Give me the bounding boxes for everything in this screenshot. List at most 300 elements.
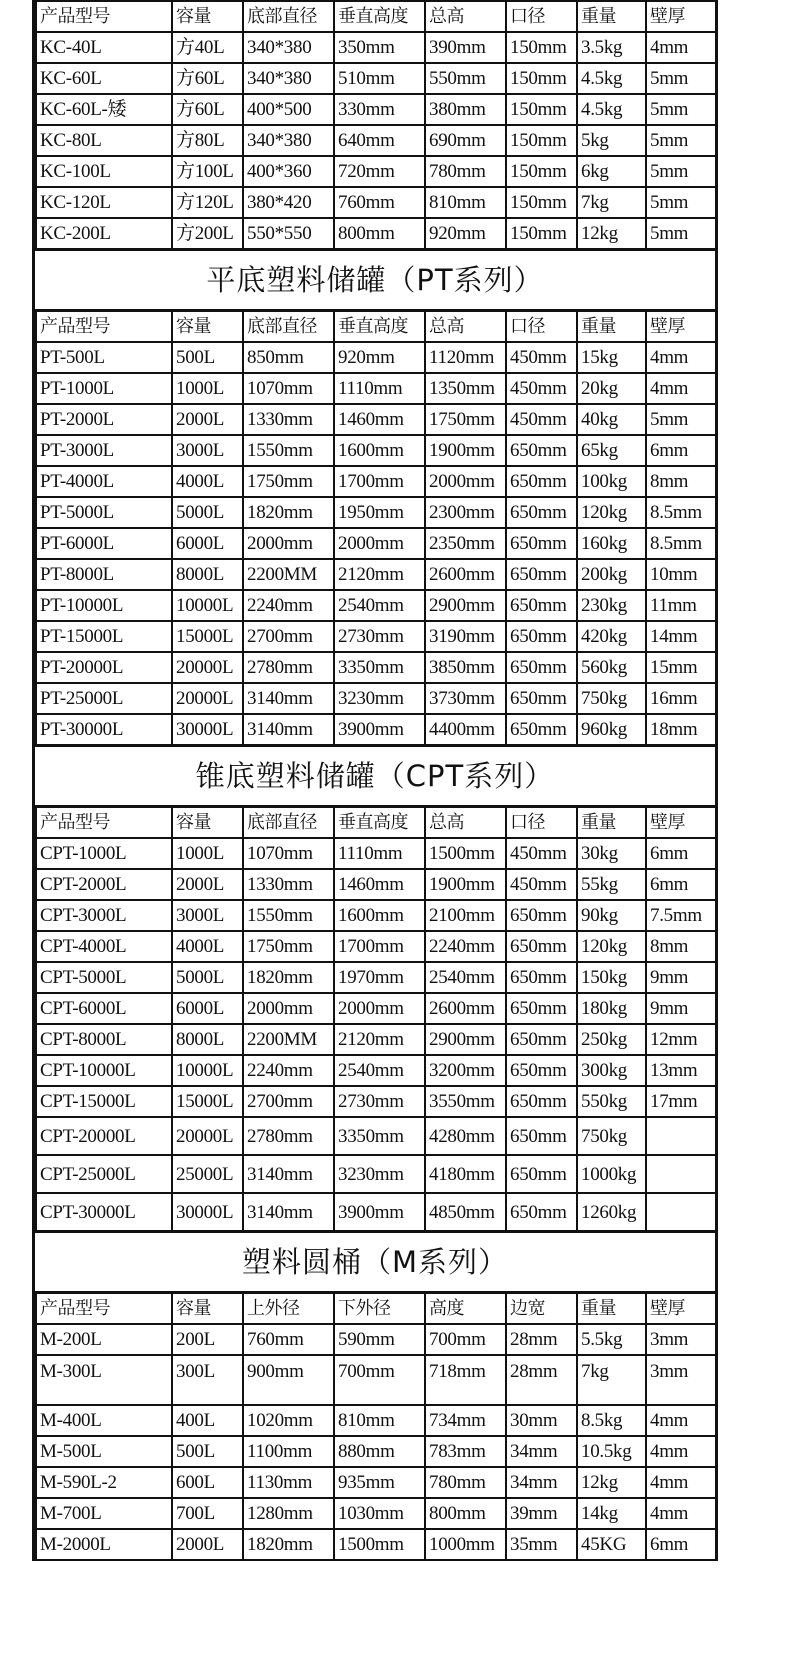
table-row <box>36 1055 716 1086</box>
table-row <box>36 559 716 590</box>
table-row <box>36 962 716 993</box>
cell-col5: 2000mm <box>425 466 506 497</box>
column-header-col3: 底部直径 <box>243 1 334 32</box>
cell-model: CPT-20000L <box>36 1117 172 1155</box>
cell-capacity: 10000L <box>172 1055 243 1086</box>
cell-weight: 960kg <box>577 714 646 745</box>
table-row <box>36 528 716 559</box>
cell-col3: 1020mm <box>243 1405 334 1436</box>
cell-col4: 1110mm <box>334 373 425 404</box>
cell-col4: 1460mm <box>334 404 425 435</box>
cell-col5: 2540mm <box>425 962 506 993</box>
section-title-pt-series: 平底塑料储罐（PT系列） <box>35 250 715 310</box>
cell-col3: 1820mm <box>243 1529 334 1560</box>
cell-model: CPT-1000L <box>36 838 172 869</box>
cell-wall-thickness: 4mm <box>646 342 716 373</box>
column-header-model: 产品型号 <box>36 311 172 342</box>
cell-col3: 1070mm <box>243 838 334 869</box>
cell-col6: 650mm <box>506 652 577 683</box>
cell-col5: 1900mm <box>425 869 506 900</box>
cell-weight: 560kg <box>577 652 646 683</box>
cell-model: CPT-5000L <box>36 962 172 993</box>
cell-col3: 380*420 <box>243 187 334 218</box>
cell-wall-thickness: 6mm <box>646 435 716 466</box>
cell-col3: 3140mm <box>243 1155 334 1193</box>
cell-model: CPT-4000L <box>36 931 172 962</box>
cell-col6: 450mm <box>506 404 577 435</box>
cell-weight: 550kg <box>577 1086 646 1117</box>
cell-capacity: 8000L <box>172 1024 243 1055</box>
cell-col3: 1280mm <box>243 1498 334 1529</box>
cell-col6: 150mm <box>506 94 577 125</box>
cell-weight: 12kg <box>577 1467 646 1498</box>
cell-col3: 550*550 <box>243 218 334 249</box>
cell-col3: 2200MM <box>243 1024 334 1055</box>
column-header-col5: 高度 <box>425 1293 506 1324</box>
cell-weight: 5.5kg <box>577 1324 646 1355</box>
cell-capacity: 700L <box>172 1498 243 1529</box>
cell-col6: 650mm <box>506 559 577 590</box>
cell-model: PT-20000L <box>36 652 172 683</box>
cell-model: PT-8000L <box>36 559 172 590</box>
cell-wall-thickness: 12mm <box>646 1024 716 1055</box>
cell-col5: 380mm <box>425 94 506 125</box>
cell-weight: 1260kg <box>577 1193 646 1231</box>
cell-weight: 55kg <box>577 869 646 900</box>
cell-col5: 700mm <box>425 1324 506 1355</box>
cell-capacity: 1000L <box>172 373 243 404</box>
cell-col6: 650mm <box>506 621 577 652</box>
cell-model: CPT-30000L <box>36 1193 172 1231</box>
cell-col5: 4400mm <box>425 714 506 745</box>
cell-col5: 2600mm <box>425 993 506 1024</box>
table-row <box>36 1436 716 1467</box>
cell-wall-thickness: 9mm <box>646 993 716 1024</box>
cell-col3: 1820mm <box>243 962 334 993</box>
cell-col5: 2300mm <box>425 497 506 528</box>
cell-weight: 30kg <box>577 838 646 869</box>
cell-wall-thickness <box>646 1117 716 1155</box>
cell-weight: 90kg <box>577 900 646 931</box>
column-header-col6: 边宽 <box>506 1293 577 1324</box>
table-row <box>36 683 716 714</box>
cell-capacity: 方200L <box>172 218 243 249</box>
cell-col5: 2100mm <box>425 900 506 931</box>
cell-wall-thickness: 5mm <box>646 218 716 249</box>
cell-capacity: 25000L <box>172 1155 243 1193</box>
cell-col4: 2540mm <box>334 1055 425 1086</box>
cell-col6: 34mm <box>506 1467 577 1498</box>
cell-col6: 34mm <box>506 1436 577 1467</box>
table-row <box>36 63 716 94</box>
cell-capacity: 20000L <box>172 1117 243 1155</box>
cell-model: KC-120L <box>36 187 172 218</box>
cell-col6: 450mm <box>506 342 577 373</box>
section-title-cpt-series: 锥底塑料储罐（CPT系列） <box>35 746 715 806</box>
table-row <box>36 125 716 156</box>
cell-col6: 650mm <box>506 962 577 993</box>
cell-col4: 1700mm <box>334 466 425 497</box>
cell-col4: 1030mm <box>334 1498 425 1529</box>
cell-model: PT-30000L <box>36 714 172 745</box>
cell-weight: 250kg <box>577 1024 646 1055</box>
cell-col3: 2200MM <box>243 559 334 590</box>
cell-col4: 1500mm <box>334 1529 425 1560</box>
cell-model: M-400L <box>36 1405 172 1436</box>
cell-col3: 2700mm <box>243 621 334 652</box>
table-row <box>36 931 716 962</box>
cell-col4: 800mm <box>334 218 425 249</box>
column-header-col6: 口径 <box>506 1 577 32</box>
cell-col6: 150mm <box>506 156 577 187</box>
cell-model: KC-40L <box>36 32 172 63</box>
cell-weight: 65kg <box>577 435 646 466</box>
cell-capacity: 500L <box>172 1436 243 1467</box>
cell-capacity: 2000L <box>172 869 243 900</box>
cell-col3: 2240mm <box>243 590 334 621</box>
cell-model: KC-60L-矮 <box>36 94 172 125</box>
cell-model: M-200L <box>36 1324 172 1355</box>
cell-col5: 1350mm <box>425 373 506 404</box>
cell-wall-thickness: 4mm <box>646 32 716 63</box>
cell-col5: 810mm <box>425 187 506 218</box>
cell-capacity: 4000L <box>172 466 243 497</box>
cell-col6: 450mm <box>506 838 577 869</box>
cell-col6: 450mm <box>506 869 577 900</box>
cell-col4: 2120mm <box>334 1024 425 1055</box>
column-header-capacity: 容量 <box>172 807 243 838</box>
cell-wall-thickness: 14mm <box>646 621 716 652</box>
cell-col3: 760mm <box>243 1324 334 1355</box>
cell-col3: 340*380 <box>243 125 334 156</box>
cell-col5: 1120mm <box>425 342 506 373</box>
cell-wall-thickness <box>646 1193 716 1231</box>
column-header-model: 产品型号 <box>36 1 172 32</box>
cell-model: M-700L <box>36 1498 172 1529</box>
table-row <box>36 156 716 187</box>
cell-capacity: 15000L <box>172 1086 243 1117</box>
cell-col4: 1950mm <box>334 497 425 528</box>
cell-col4: 1700mm <box>334 931 425 962</box>
cell-model: PT-15000L <box>36 621 172 652</box>
cell-weight: 14kg <box>577 1498 646 1529</box>
cell-weight: 10.5kg <box>577 1436 646 1467</box>
cell-model: CPT-10000L <box>36 1055 172 1086</box>
cell-col5: 390mm <box>425 32 506 63</box>
table-row <box>36 869 716 900</box>
cell-col6: 150mm <box>506 32 577 63</box>
table-row <box>36 94 716 125</box>
cell-capacity: 方60L <box>172 63 243 94</box>
header-row <box>36 311 716 342</box>
table-row <box>36 838 716 869</box>
cell-col5: 780mm <box>425 1467 506 1498</box>
cell-model: PT-1000L <box>36 373 172 404</box>
cell-col5: 3730mm <box>425 683 506 714</box>
cell-col5: 920mm <box>425 218 506 249</box>
table-row <box>36 714 716 745</box>
cell-col4: 3230mm <box>334 683 425 714</box>
column-header-wall-thickness: 壁厚 <box>646 311 716 342</box>
cell-wall-thickness: 4mm <box>646 1467 716 1498</box>
cell-col3: 400*500 <box>243 94 334 125</box>
table-row <box>36 373 716 404</box>
cell-col4: 935mm <box>334 1467 425 1498</box>
cell-wall-thickness: 5mm <box>646 94 716 125</box>
cell-capacity: 5000L <box>172 962 243 993</box>
cell-wall-thickness: 8.5mm <box>646 497 716 528</box>
cell-col5: 4180mm <box>425 1155 506 1193</box>
cell-capacity: 8000L <box>172 559 243 590</box>
cell-wall-thickness: 3mm <box>646 1355 716 1405</box>
cell-col3: 1820mm <box>243 497 334 528</box>
cell-weight: 5kg <box>577 125 646 156</box>
cell-weight: 160kg <box>577 528 646 559</box>
cell-weight: 8.5kg <box>577 1405 646 1436</box>
cell-col5: 3200mm <box>425 1055 506 1086</box>
cell-col5: 4850mm <box>425 1193 506 1231</box>
cell-wall-thickness: 7.5mm <box>646 900 716 931</box>
cell-col3: 1550mm <box>243 435 334 466</box>
column-header-col3: 底部直径 <box>243 807 334 838</box>
cell-col3: 3140mm <box>243 714 334 745</box>
table-row <box>36 1405 716 1436</box>
cell-model: CPT-6000L <box>36 993 172 1024</box>
table-row <box>36 1529 716 1560</box>
table-row <box>36 497 716 528</box>
cell-col4: 2000mm <box>334 993 425 1024</box>
cell-wall-thickness: 10mm <box>646 559 716 590</box>
cell-wall-thickness: 4mm <box>646 1498 716 1529</box>
cell-weight: 150kg <box>577 962 646 993</box>
table-row <box>36 187 716 218</box>
table-row <box>36 900 716 931</box>
cell-col6: 650mm <box>506 1086 577 1117</box>
cell-model: PT-3000L <box>36 435 172 466</box>
cell-col5: 800mm <box>425 1498 506 1529</box>
column-header-col5: 总高 <box>425 1 506 32</box>
cell-wall-thickness: 15mm <box>646 652 716 683</box>
cell-weight: 120kg <box>577 497 646 528</box>
cell-col5: 690mm <box>425 125 506 156</box>
cell-col5: 4280mm <box>425 1117 506 1155</box>
cell-col4: 590mm <box>334 1324 425 1355</box>
cell-weight: 15kg <box>577 342 646 373</box>
cell-col6: 650mm <box>506 435 577 466</box>
cell-col3: 1130mm <box>243 1467 334 1498</box>
cell-capacity: 3000L <box>172 435 243 466</box>
table-row <box>36 1467 716 1498</box>
cell-col3: 1100mm <box>243 1436 334 1467</box>
cell-weight: 300kg <box>577 1055 646 1086</box>
cell-col6: 650mm <box>506 497 577 528</box>
column-header-col6: 口径 <box>506 807 577 838</box>
cell-capacity: 15000L <box>172 621 243 652</box>
cell-wall-thickness: 8.5mm <box>646 528 716 559</box>
cell-model: M-590L-2 <box>36 1467 172 1498</box>
cell-col4: 640mm <box>334 125 425 156</box>
cell-weight: 3.5kg <box>577 32 646 63</box>
table-row <box>36 1117 716 1155</box>
cell-col6: 650mm <box>506 993 577 1024</box>
cell-col4: 3350mm <box>334 652 425 683</box>
cell-model: M-300L <box>36 1355 172 1405</box>
cell-wall-thickness: 9mm <box>646 962 716 993</box>
cell-capacity: 2000L <box>172 404 243 435</box>
section-title-m-series: 塑料圆桶（M系列） <box>35 1232 715 1292</box>
cell-col6: 650mm <box>506 683 577 714</box>
table-row <box>36 1193 716 1231</box>
cell-model: CPT-3000L <box>36 900 172 931</box>
cell-weight: 230kg <box>577 590 646 621</box>
cell-col6: 39mm <box>506 1498 577 1529</box>
cell-col5: 2900mm <box>425 590 506 621</box>
cell-model: PT-4000L <box>36 466 172 497</box>
column-header-weight: 重量 <box>577 311 646 342</box>
cell-col6: 650mm <box>506 931 577 962</box>
cell-weight: 7kg <box>577 187 646 218</box>
column-header-col3: 上外径 <box>243 1293 334 1324</box>
cell-col4: 510mm <box>334 63 425 94</box>
cell-col6: 650mm <box>506 466 577 497</box>
cell-capacity: 20000L <box>172 652 243 683</box>
cell-capacity: 20000L <box>172 683 243 714</box>
cell-col6: 650mm <box>506 528 577 559</box>
cell-weight: 750kg <box>577 1117 646 1155</box>
cell-col4: 1110mm <box>334 838 425 869</box>
cell-col4: 2730mm <box>334 1086 425 1117</box>
column-header-model: 产品型号 <box>36 1293 172 1324</box>
cell-weight: 120kg <box>577 931 646 962</box>
cell-model: PT-5000L <box>36 497 172 528</box>
cell-col4: 2540mm <box>334 590 425 621</box>
table-row <box>36 621 716 652</box>
cell-col5: 783mm <box>425 1436 506 1467</box>
column-header-capacity: 容量 <box>172 311 243 342</box>
cell-col4: 330mm <box>334 94 425 125</box>
column-header-col3: 底部直径 <box>243 311 334 342</box>
cell-col3: 2780mm <box>243 1117 334 1155</box>
cell-col4: 1600mm <box>334 900 425 931</box>
table-row <box>36 435 716 466</box>
column-header-model: 产品型号 <box>36 807 172 838</box>
cell-col4: 3900mm <box>334 1193 425 1231</box>
table-row <box>36 1155 716 1193</box>
cell-wall-thickness: 6mm <box>646 1529 716 1560</box>
cell-col5: 2900mm <box>425 1024 506 1055</box>
cell-wall-thickness: 5mm <box>646 156 716 187</box>
cell-model: KC-80L <box>36 125 172 156</box>
cell-col3: 1750mm <box>243 931 334 962</box>
cell-model: KC-200L <box>36 218 172 249</box>
cell-col4: 720mm <box>334 156 425 187</box>
table-row <box>36 1355 716 1405</box>
column-header-weight: 重量 <box>577 1 646 32</box>
cell-weight: 1000kg <box>577 1155 646 1193</box>
cell-col6: 35mm <box>506 1529 577 1560</box>
cell-capacity: 400L <box>172 1405 243 1436</box>
cell-col5: 3190mm <box>425 621 506 652</box>
cell-col4: 2120mm <box>334 559 425 590</box>
cell-weight: 40kg <box>577 404 646 435</box>
cell-col5: 1750mm <box>425 404 506 435</box>
cell-col6: 650mm <box>506 590 577 621</box>
cell-col6: 150mm <box>506 187 577 218</box>
cell-weight: 20kg <box>577 373 646 404</box>
cell-model: CPT-8000L <box>36 1024 172 1055</box>
cell-wall-thickness: 4mm <box>646 1405 716 1436</box>
cell-col6: 650mm <box>506 1055 577 1086</box>
column-header-col4: 垂直高度 <box>334 1 425 32</box>
column-header-col4: 下外径 <box>334 1293 425 1324</box>
cell-col3: 340*380 <box>243 63 334 94</box>
cell-col6: 150mm <box>506 218 577 249</box>
cell-wall-thickness: 17mm <box>646 1086 716 1117</box>
cell-col5: 1000mm <box>425 1529 506 1560</box>
cell-col4: 3900mm <box>334 714 425 745</box>
cell-col6: 650mm <box>506 1024 577 1055</box>
cell-col4: 2730mm <box>334 621 425 652</box>
cell-capacity: 4000L <box>172 931 243 962</box>
cell-col4: 1970mm <box>334 962 425 993</box>
cell-wall-thickness: 5mm <box>646 404 716 435</box>
cell-weight: 200kg <box>577 559 646 590</box>
cell-col4: 350mm <box>334 32 425 63</box>
column-header-wall-thickness: 壁厚 <box>646 1293 716 1324</box>
cell-wall-thickness: 16mm <box>646 683 716 714</box>
cell-wall-thickness: 11mm <box>646 590 716 621</box>
table-row <box>36 590 716 621</box>
cell-wall-thickness: 18mm <box>646 714 716 745</box>
cell-capacity: 方120L <box>172 187 243 218</box>
table-row <box>36 1324 716 1355</box>
table-row <box>36 32 716 63</box>
cell-capacity: 30000L <box>172 714 243 745</box>
cell-col4: 700mm <box>334 1355 425 1405</box>
cell-weight: 180kg <box>577 993 646 1024</box>
cell-wall-thickness: 3mm <box>646 1324 716 1355</box>
column-header-col4: 垂直高度 <box>334 311 425 342</box>
cell-capacity: 2000L <box>172 1529 243 1560</box>
cell-capacity: 方60L <box>172 94 243 125</box>
cell-wall-thickness <box>646 1155 716 1193</box>
cell-wall-thickness: 6mm <box>646 869 716 900</box>
cell-capacity: 600L <box>172 1467 243 1498</box>
cell-weight: 45KG <box>577 1529 646 1560</box>
kc-series-table <box>35 0 717 250</box>
cell-weight: 750kg <box>577 683 646 714</box>
cell-capacity: 6000L <box>172 993 243 1024</box>
cell-wall-thickness: 4mm <box>646 373 716 404</box>
cell-capacity: 500L <box>172 342 243 373</box>
cell-capacity: 30000L <box>172 1193 243 1231</box>
cell-weight: 100kg <box>577 466 646 497</box>
table-row <box>36 1498 716 1529</box>
cell-col3: 1330mm <box>243 869 334 900</box>
cell-col3: 3140mm <box>243 683 334 714</box>
cell-model: PT-2000L <box>36 404 172 435</box>
cell-col3: 1750mm <box>243 466 334 497</box>
cell-col5: 734mm <box>425 1405 506 1436</box>
cell-col6: 28mm <box>506 1355 577 1405</box>
cell-col6: 650mm <box>506 714 577 745</box>
cell-capacity: 方40L <box>172 32 243 63</box>
cell-col3: 2700mm <box>243 1086 334 1117</box>
cell-col5: 2240mm <box>425 931 506 962</box>
cell-wall-thickness: 5mm <box>646 125 716 156</box>
column-header-capacity: 容量 <box>172 1 243 32</box>
cell-weight: 7kg <box>577 1355 646 1405</box>
